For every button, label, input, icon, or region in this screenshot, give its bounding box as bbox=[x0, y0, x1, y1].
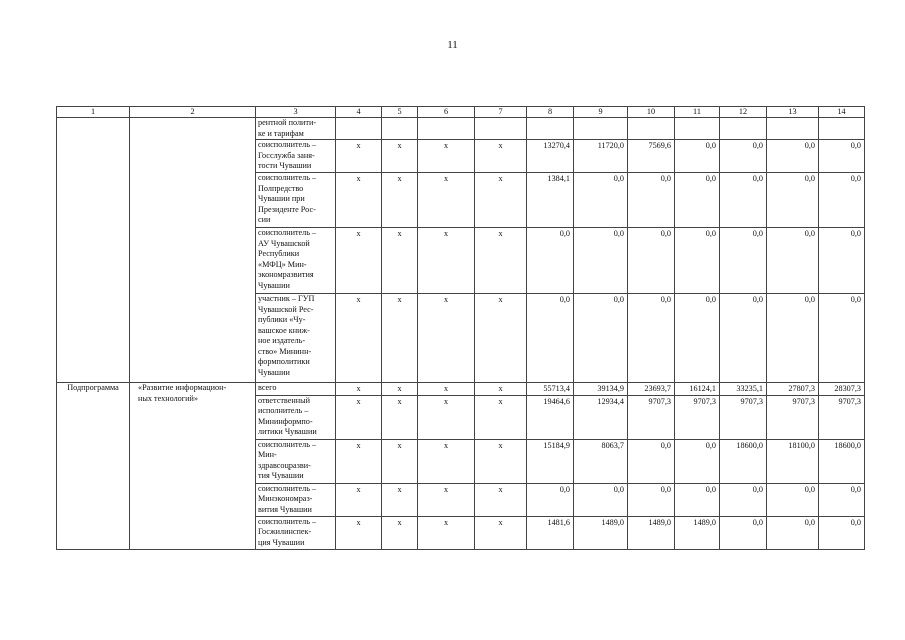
marker-cell: х bbox=[382, 395, 418, 439]
marker-cell: х bbox=[418, 140, 475, 173]
amount-cell: 0,0 bbox=[819, 140, 865, 173]
marker-cell: х bbox=[336, 228, 382, 294]
amount-cell: 9707,3 bbox=[720, 395, 767, 439]
amount-cell: 0,0 bbox=[574, 228, 628, 294]
amount-cell bbox=[628, 118, 675, 140]
amount-cell: 18100,0 bbox=[767, 439, 819, 483]
column-header: 3 bbox=[256, 107, 336, 118]
amount-cell: 33235,1 bbox=[720, 383, 767, 396]
column-header: 6 bbox=[418, 107, 475, 118]
program-name-cell bbox=[130, 118, 256, 383]
amount-cell: 1489,0 bbox=[628, 516, 675, 549]
amount-cell: 12934,4 bbox=[574, 395, 628, 439]
amount-cell: 0,0 bbox=[527, 483, 574, 516]
executor-cell: соисполнитель – Госжилинспек- ция Чувашии bbox=[256, 516, 336, 549]
amount-cell: 0,0 bbox=[720, 228, 767, 294]
amount-cell: 9707,3 bbox=[628, 395, 675, 439]
amount-cell: 18600,0 bbox=[720, 439, 767, 483]
amount-cell: 18600,0 bbox=[819, 439, 865, 483]
amount-cell: 0,0 bbox=[675, 228, 720, 294]
amount-cell: 1489,0 bbox=[675, 516, 720, 549]
amount-cell: 0,0 bbox=[767, 294, 819, 383]
amount-cell: 0,0 bbox=[628, 173, 675, 228]
marker-cell: х bbox=[336, 140, 382, 173]
marker-cell: х bbox=[336, 173, 382, 228]
column-header: 4 bbox=[336, 107, 382, 118]
amount-cell: 0,0 bbox=[675, 140, 720, 173]
page-number: 11 bbox=[447, 39, 458, 51]
program-name-cell: «Развитие информацион- ных технологий» bbox=[130, 383, 256, 550]
amount-cell bbox=[527, 118, 574, 140]
marker-cell: х bbox=[475, 228, 527, 294]
marker-cell: х bbox=[382, 228, 418, 294]
marker-cell: х bbox=[418, 483, 475, 516]
amount-cell: 19464,6 bbox=[527, 395, 574, 439]
column-header: 12 bbox=[720, 107, 767, 118]
marker-cell: х bbox=[475, 383, 527, 396]
amount-cell: 1489,0 bbox=[574, 516, 628, 549]
amount-cell: 7569,6 bbox=[628, 140, 675, 173]
header-row bbox=[57, 107, 865, 118]
amount-cell: 0,0 bbox=[675, 173, 720, 228]
amount-cell: 0,0 bbox=[819, 228, 865, 294]
amount-cell bbox=[720, 118, 767, 140]
amount-cell: 0,0 bbox=[574, 483, 628, 516]
marker-cell: х bbox=[336, 395, 382, 439]
executor-cell: участник – ГУП Чувашской Рес- публики «Чу- вашское книж- ное издатель- ство» Мининн- формполитики Чувашии bbox=[256, 294, 336, 383]
amount-cell: 0,0 bbox=[574, 173, 628, 228]
marker-cell: х bbox=[475, 483, 527, 516]
amount-cell: 0,0 bbox=[819, 294, 865, 383]
marker-cell: х bbox=[336, 483, 382, 516]
executor-cell: всего bbox=[256, 383, 336, 396]
marker-cell: х bbox=[418, 516, 475, 549]
amount-cell: 0,0 bbox=[767, 516, 819, 549]
amount-cell: 11720,0 bbox=[574, 140, 628, 173]
executor-cell: соисполнитель – Полпредство Чувашии при Президенте Рос- сии bbox=[256, 173, 336, 228]
amount-cell: 55713,4 bbox=[527, 383, 574, 396]
amount-cell: 0,0 bbox=[819, 483, 865, 516]
amount-cell: 0,0 bbox=[720, 294, 767, 383]
amount-cell: 0,0 bbox=[628, 483, 675, 516]
column-header: 7 bbox=[475, 107, 527, 118]
marker-cell: х bbox=[382, 294, 418, 383]
amount-cell: 0,0 bbox=[819, 173, 865, 228]
marker-cell: х bbox=[382, 439, 418, 483]
marker-cell: х bbox=[382, 383, 418, 396]
marker-cell: х bbox=[475, 173, 527, 228]
amount-cell: 0,0 bbox=[767, 228, 819, 294]
marker-cell: х bbox=[336, 516, 382, 549]
amount-cell: 0,0 bbox=[527, 228, 574, 294]
table-row bbox=[57, 118, 865, 140]
marker-cell: х bbox=[475, 439, 527, 483]
amount-cell: 0,0 bbox=[527, 294, 574, 383]
table-row bbox=[57, 383, 865, 396]
amount-cell bbox=[767, 118, 819, 140]
marker-cell: х bbox=[418, 395, 475, 439]
amount-cell: 23693,7 bbox=[628, 383, 675, 396]
executor-cell: соисполнитель – АУ Чувашской Республики «МФЦ» Мин- экономразвития Чувашии bbox=[256, 228, 336, 294]
column-header: 11 bbox=[675, 107, 720, 118]
amount-cell: 0,0 bbox=[767, 483, 819, 516]
marker-cell: х bbox=[418, 294, 475, 383]
marker-cell: х bbox=[418, 173, 475, 228]
marker-cell: х bbox=[382, 173, 418, 228]
amount-cell: 9707,3 bbox=[819, 395, 865, 439]
amount-cell: 0,0 bbox=[767, 140, 819, 173]
amount-cell: 0,0 bbox=[819, 516, 865, 549]
program-type-cell: Подпрограмма bbox=[57, 383, 130, 550]
amount-cell: 28307,3 bbox=[819, 383, 865, 396]
marker-cell: х bbox=[418, 439, 475, 483]
executor-cell: ответственный исполнитель – Мининформпо- литики Чувашии bbox=[256, 395, 336, 439]
program-table bbox=[56, 106, 865, 550]
amount-cell: 0,0 bbox=[628, 294, 675, 383]
executor-cell: соисполнитель – Минэкономраз- вития Чувашии bbox=[256, 483, 336, 516]
amount-cell bbox=[819, 118, 865, 140]
amount-cell: 9707,3 bbox=[675, 395, 720, 439]
column-header: 14 bbox=[819, 107, 865, 118]
marker-cell: х bbox=[418, 228, 475, 294]
amount-cell: 0,0 bbox=[720, 173, 767, 228]
marker-cell: х bbox=[475, 140, 527, 173]
amount-cell: 1384,1 bbox=[527, 173, 574, 228]
amount-cell: 0,0 bbox=[574, 294, 628, 383]
column-header: 2 bbox=[130, 107, 256, 118]
amount-cell: 27807,3 bbox=[767, 383, 819, 396]
amount-cell: 0,0 bbox=[675, 439, 720, 483]
amount-cell: 0,0 bbox=[767, 173, 819, 228]
amount-cell: 1481,6 bbox=[527, 516, 574, 549]
amount-cell: 0,0 bbox=[628, 228, 675, 294]
amount-cell: 16124,1 bbox=[675, 383, 720, 396]
marker-cell bbox=[336, 118, 382, 140]
amount-cell bbox=[574, 118, 628, 140]
column-header: 10 bbox=[628, 107, 675, 118]
amount-cell: 8063,7 bbox=[574, 439, 628, 483]
program-type-cell bbox=[57, 118, 130, 383]
marker-cell: х bbox=[336, 383, 382, 396]
amount-cell bbox=[675, 118, 720, 140]
executor-cell: соисполнитель – Госслужба заня- тости Чувашии bbox=[256, 140, 336, 173]
column-header: 1 bbox=[57, 107, 130, 118]
amount-cell: 0,0 bbox=[720, 140, 767, 173]
marker-cell: х bbox=[382, 516, 418, 549]
marker-cell bbox=[475, 118, 527, 140]
amount-cell: 0,0 bbox=[675, 483, 720, 516]
marker-cell: х bbox=[418, 383, 475, 396]
marker-cell: х bbox=[336, 294, 382, 383]
marker-cell: х bbox=[475, 395, 527, 439]
column-header: 13 bbox=[767, 107, 819, 118]
column-header: 5 bbox=[382, 107, 418, 118]
marker-cell: х bbox=[475, 516, 527, 549]
marker-cell bbox=[382, 118, 418, 140]
executor-cell: соисполнитель – Мин- здравсоцразви- тия Чувашии bbox=[256, 439, 336, 483]
amount-cell: 0,0 bbox=[628, 439, 675, 483]
marker-cell: х bbox=[382, 140, 418, 173]
amount-cell: 15184,9 bbox=[527, 439, 574, 483]
amount-cell: 0,0 bbox=[720, 483, 767, 516]
amount-cell: 9707,3 bbox=[767, 395, 819, 439]
column-header: 8 bbox=[527, 107, 574, 118]
amount-cell: 13270,4 bbox=[527, 140, 574, 173]
amount-cell: 39134,9 bbox=[574, 383, 628, 396]
executor-cell: рентной полити- ке и тарифам bbox=[256, 118, 336, 140]
amount-cell: 0,0 bbox=[675, 294, 720, 383]
amount-cell: 0,0 bbox=[720, 516, 767, 549]
column-header: 9 bbox=[574, 107, 628, 118]
marker-cell: х bbox=[382, 483, 418, 516]
marker-cell: х bbox=[475, 294, 527, 383]
marker-cell: х bbox=[336, 439, 382, 483]
marker-cell bbox=[418, 118, 475, 140]
